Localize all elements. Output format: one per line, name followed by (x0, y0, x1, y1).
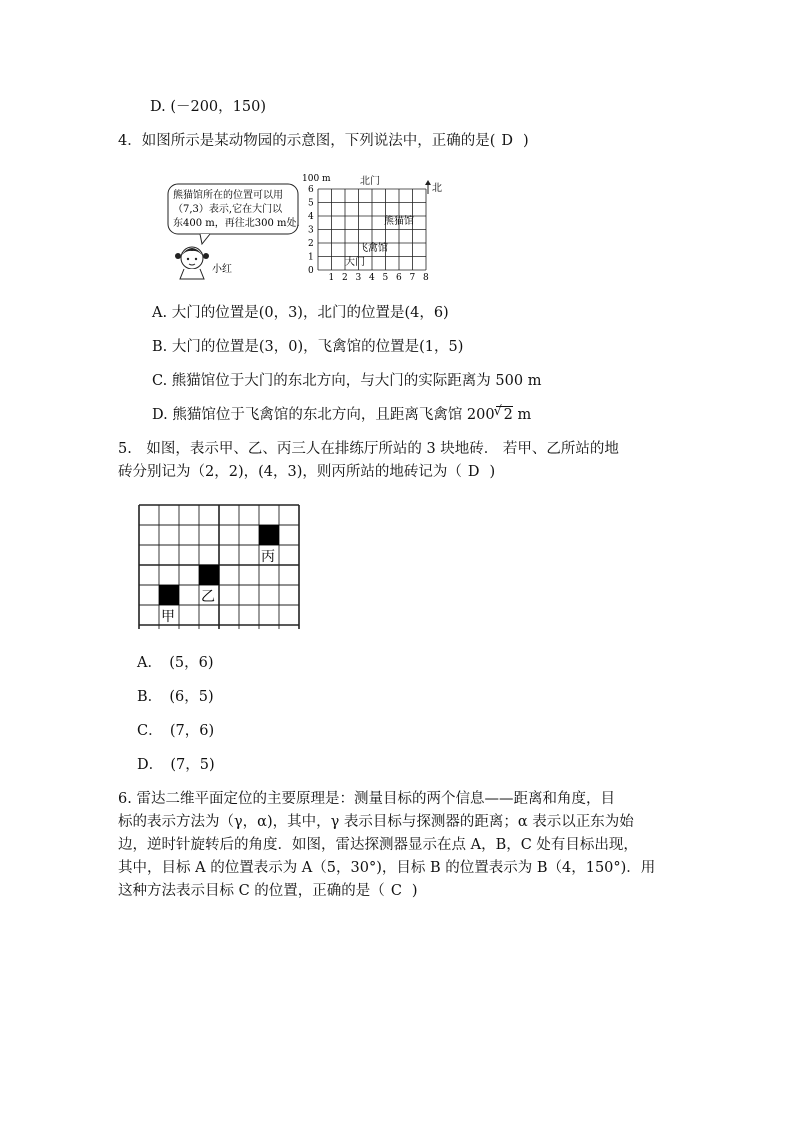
map-scale-label: 100 m (302, 174, 331, 184)
q4-option-b: B. 大门的位置是(3，0)，飞禽馆的位置是(1，5) (152, 339, 464, 355)
tile-bing-filled (259, 525, 279, 545)
tile-label-jia: 甲 (161, 609, 175, 625)
map-y-ticks (308, 185, 314, 276)
q4-stem-end: ) (523, 133, 529, 149)
q5-option-c: C． (7，6) (137, 723, 215, 739)
x-tick-label: 8 (423, 273, 429, 283)
x-tick-label: 4 (369, 273, 375, 283)
q4-stem-text: 4．如图所示是某动物园的示意图，下列说法中，正确的是( (118, 133, 496, 149)
tile-label-yi: 乙 (201, 589, 215, 605)
q6-line-1: 6. 雷达二维平面定位的主要原理是：测量目标的两个信息——距离和角度，目 (118, 791, 615, 807)
speech-line-1: 熊猫馆所在的位置可以用 (173, 190, 283, 201)
x-tick-label: 1 (328, 273, 335, 283)
map-main-gate: 大门 (345, 257, 365, 268)
girl-icon (175, 247, 209, 279)
q3-option-d: D. (－200，150) (150, 99, 266, 115)
speech-line-2: （7,3）表示,它在大门以 (173, 204, 283, 215)
map-north-gate: 北门 (360, 176, 380, 187)
y-tick-label: 4 (308, 212, 314, 222)
q5-stem-end: ) (489, 464, 496, 480)
q6-last-line-text: 这种方法表示目标 C 的位置，正确的是（ (118, 883, 385, 899)
map-bird-house: 飞禽馆 (358, 243, 388, 254)
q5-option-d: D． (7，5) (137, 757, 215, 773)
y-tick-label: 0 (308, 266, 314, 276)
q6-line-5 (118, 881, 418, 901)
tile-jia-filled (159, 585, 179, 605)
x-tick-label: 2 (342, 273, 348, 283)
q4-stem (118, 131, 529, 151)
map-grid (318, 189, 426, 270)
speech-line-3: 东400 m，再往北300 m处. (173, 218, 300, 229)
q6-line-4: 其中，目标 A 的位置表示为 A（5，30°)，目标 B 的位置表示为 B（4，150°)．用 (118, 860, 656, 876)
q6-line-3: 边，逆时针旋转后的角度．如图，雷达探测器显示在点 A，B，C 处有目标出现， (118, 837, 638, 853)
x-tick-label: 3 (355, 273, 362, 283)
person-label: 小红 (212, 264, 232, 275)
y-tick-label: 6 (308, 185, 314, 195)
tile-label-bing: 丙 (261, 549, 275, 565)
q6-answer: C (390, 883, 402, 899)
q4-option-d-radicand: 2 (503, 407, 513, 423)
x-tick-label: 7 (409, 273, 416, 283)
q4-answer: D (501, 133, 514, 149)
y-tick-label: 5 (308, 198, 314, 209)
q6-line-2: 标的表示方法为（γ，α)，其中，γ 表示目标与探测器的距离；α 表示以正东为始 (118, 814, 634, 830)
tile-yi-filled (199, 565, 219, 585)
y-tick-label: 3 (308, 225, 314, 236)
q5-stem-line-2 (118, 462, 495, 482)
map-panda-house: 熊猫馆 (384, 216, 414, 227)
y-tick-label: 2 (308, 239, 314, 249)
y-tick-label: 1 (308, 252, 314, 263)
x-tick-label: 6 (396, 273, 402, 283)
q4-zoo-map (300, 172, 450, 284)
q6-last-line-end: ) (411, 883, 418, 899)
q4-option-c: C. 熊猫馆位于大门的东北方向，与大门的实际距离为 500 m (152, 373, 542, 389)
q5-answer: D (467, 464, 480, 480)
q4-option-d (152, 405, 531, 425)
q5-stem-line-1: 5. 如图，表示甲、乙、丙三人在排练厅所站的 3 块地砖． 若甲、乙所站的地 (118, 441, 619, 457)
q4-option-a: A. 大门的位置是(0，3)，北门的位置是(4，6) (152, 305, 449, 321)
q4-option-d-text: D. 熊猫馆位于飞禽馆的东北方向，且距离飞禽馆 200 (152, 407, 495, 423)
q5-stem-text: 砖分别记为（2，2)，(4，3)，则丙所站的地砖记为（ (118, 464, 462, 480)
q5-option-a: A． (5，6) (137, 655, 214, 671)
map-north-arrow-label: 北 (432, 183, 442, 194)
map-x-ticks (329, 273, 430, 283)
q4-speech-figure (160, 180, 300, 280)
x-tick-label: 5 (382, 273, 389, 283)
q5-tile-figure (138, 505, 300, 631)
sqrt-symbol (496, 406, 513, 423)
q4-option-d-unit: m (512, 407, 532, 423)
q5-option-b: B． (6，5) (137, 689, 214, 705)
